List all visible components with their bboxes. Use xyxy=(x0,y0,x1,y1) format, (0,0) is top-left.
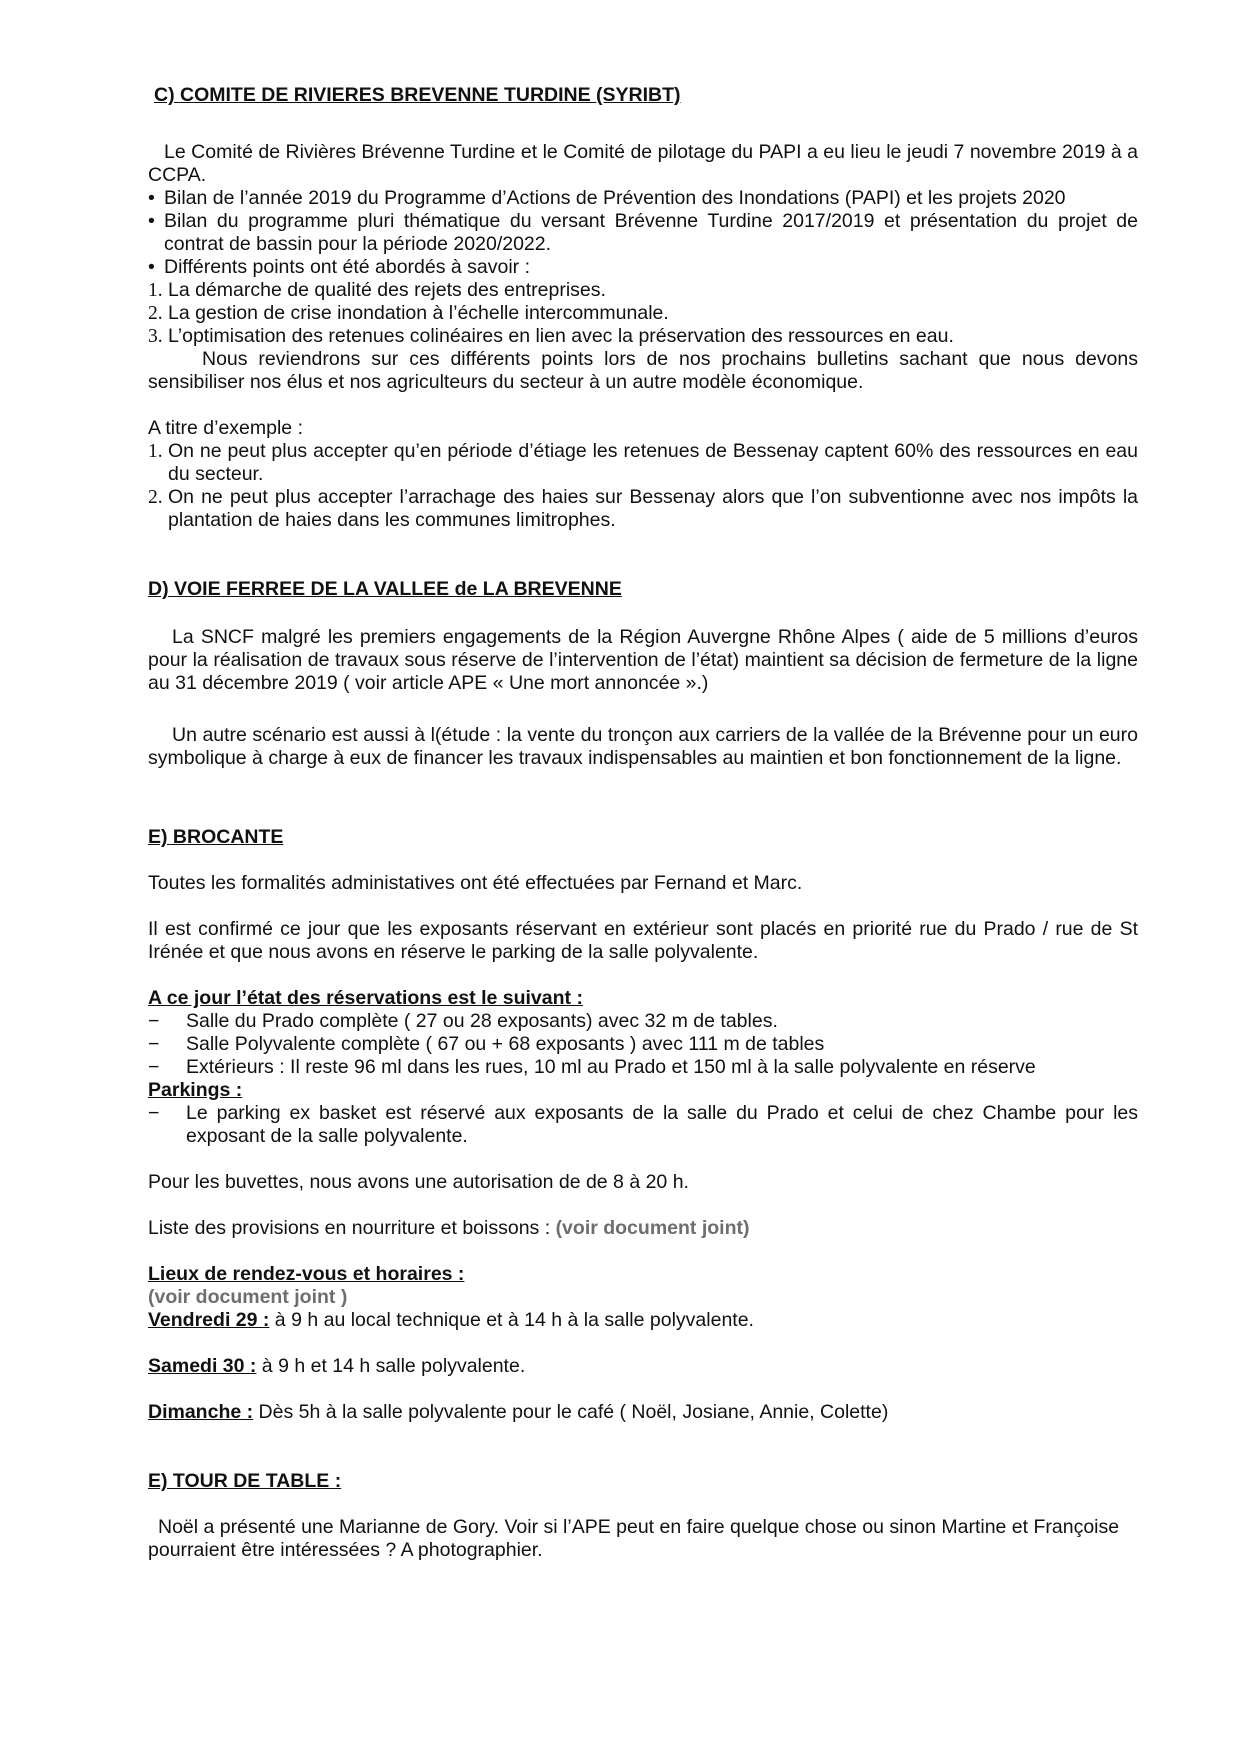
section-d-title: D) VOIE FERREE DE LA VALLEE de LA BREVENNE xyxy=(148,578,622,600)
list-item: 1. On ne peut plus accepter qu’en période d’étiage les retenues de Bessenay captent 60% des ressources en eau du secteur. xyxy=(148,440,1138,485)
section-d-paragraph: Un autre scénario est aussi à l(étude : la vente du tronçon aux carriers de la vallée de la Brévenne pour un euro symbolique à charge à eux de financer les travaux indispensables au maintien et bon fonctionnement de la ligne. xyxy=(148,724,1138,769)
list-item: • Différents points ont été abordés à savoir : xyxy=(148,256,531,278)
section-c-intro: Le Comité de Rivières Brévenne Turdine et le Comité de pilotage du PAPI a eu lieu le jeudi 7 novembre 2019 à a CCPA. xyxy=(148,141,1138,186)
dash-icon: − xyxy=(148,1102,160,1124)
list-item: • Bilan du programme pluri thématique du versant Brévenne Turdine 2017/2019 et présentation du projet de contrat de bassin pour la période 2020/2022. xyxy=(148,210,1138,255)
section-c-bullets xyxy=(148,187,1138,279)
section-c-follow-up: Nous reviendrons sur ces différents points lors de nos prochains bulletins sachant que nous devons sensibiliser nos élus et nos agriculteurs du secteur à un autre modèle économique. xyxy=(148,348,1138,393)
reservations-title: A ce jour l’état des réservations est le suivant : xyxy=(148,987,583,1009)
section-e-title: E) BROCANTE xyxy=(148,826,284,848)
schedule-day: Dimanche : xyxy=(148,1401,254,1423)
list-item: − Salle du Prado complète ( 27 ou 28 exposants) avec 32 m de tables. xyxy=(148,1010,778,1032)
schedule-text: Dès 5h à la salle polyvalente pour le café ( Noël, Josiane, Annie, Colette) xyxy=(253,1401,889,1423)
list-item: − Le parking ex basket est réservé aux exposants de la salle du Prado et celui de chez Chambe pour les exposant de la salle polyvalente. xyxy=(148,1102,1138,1147)
provisions-line xyxy=(148,1217,1138,1240)
section-c-points xyxy=(148,279,1138,348)
dash-icon: − xyxy=(148,1033,160,1055)
dash-icon: − xyxy=(148,1056,160,1078)
section-c-example-label: A titre d’exemple : xyxy=(148,417,303,439)
tour-de-table-text: Noël a présenté une Marianne de Gory. Voir si l’APE peut en faire quelque chose ou sinon Martine et Françoise pourraient être intéressées ? A photographier. xyxy=(148,1516,1120,1561)
schedule-day: Vendredi 29 : xyxy=(148,1309,270,1331)
schedule-text: à 9 h au local technique et à 14 h à la salle polyvalente. xyxy=(269,1309,754,1331)
schedule-friday xyxy=(148,1309,1138,1332)
reservations-list xyxy=(148,1010,1138,1079)
list-item: 2. On ne peut plus accepter l’arrachage des haies sur Bessenay alors que l’on subventionne avec nos impôts la plantation de haies dans les communes limitrophes. xyxy=(148,486,1138,531)
rdv-title: Lieux de rendez-vous et horaires : xyxy=(148,1263,465,1285)
schedule-sunday xyxy=(148,1401,1138,1424)
schedule-day: Samedi 30 : xyxy=(148,1355,257,1377)
list-item: 3. L’optimisation des retenues colinéaires en lien avec la préservation des ressources en eau. xyxy=(148,325,954,347)
list-item: 1. La démarche de qualité des rejets des entreprises. xyxy=(148,279,606,301)
bullet-icon: • xyxy=(148,187,155,209)
buvettes-text: Pour les buvettes, nous avons une autorisation de de 8 à 20 h. xyxy=(148,1171,689,1193)
list-item: − Extérieurs : Il reste 96 ml dans les rues, 10 ml au Prado et 150 ml à la salle polyvalente en réserve xyxy=(148,1056,1036,1078)
section-c-title: C) COMITE DE RIVIERES BREVENNE TURDINE (SYRIBT) xyxy=(154,84,681,106)
dash-icon: − xyxy=(148,1010,160,1032)
schedule-text: à 9 h et 14 h salle polyvalente. xyxy=(256,1355,526,1377)
list-item: − Salle Polyvalente complète ( 67 ou + 68 exposants ) avec 111 m de tables xyxy=(148,1033,825,1055)
parkings-title: Parkings : xyxy=(148,1079,243,1101)
list-item: • Bilan de l’année 2019 du Programme d’Actions de Prévention des Inondations (PAPI) et les projets 2020 xyxy=(148,187,1066,209)
section-e-confirmation: Il est confirmé ce jour que les exposants réservant en extérieur sont placés en priorité rue du Prado / rue de St Irénée et que nous avons en réserve le parking de la salle polyvalente. xyxy=(148,918,1138,963)
section-e-formalities: Toutes les formalités administatives ont été effectuées par Fernand et Marc. xyxy=(148,872,803,894)
list-item: 2. La gestion de crise inondation à l’échelle intercommunale. xyxy=(148,302,669,324)
provisions-text: Liste des provisions en nourriture et boissons : xyxy=(148,1217,556,1239)
section-c-examples xyxy=(148,440,1138,532)
bullet-icon: • xyxy=(148,256,155,278)
rdv-document-note: (voir document joint ) xyxy=(148,1286,348,1308)
schedule-saturday xyxy=(148,1355,1138,1378)
section-tour-de-table-title: E) TOUR DE TABLE : xyxy=(148,1470,342,1492)
section-d-paragraph: La SNCF malgré les premiers engagements de la Région Auvergne Rhône Alpes ( aide de 5 millions d’euros pour la réalisation de travaux sous réserve de l’intervention de l’état) maintient sa décision de fermeture de la ligne au 31 décembre 2019 ( voir article APE « Une mort annoncée ».) xyxy=(148,626,1138,694)
document-page xyxy=(148,84,1138,1562)
bullet-icon: • xyxy=(148,210,155,232)
parkings-list xyxy=(148,1102,1138,1148)
provisions-document-note: (voir document joint) xyxy=(555,1217,750,1239)
